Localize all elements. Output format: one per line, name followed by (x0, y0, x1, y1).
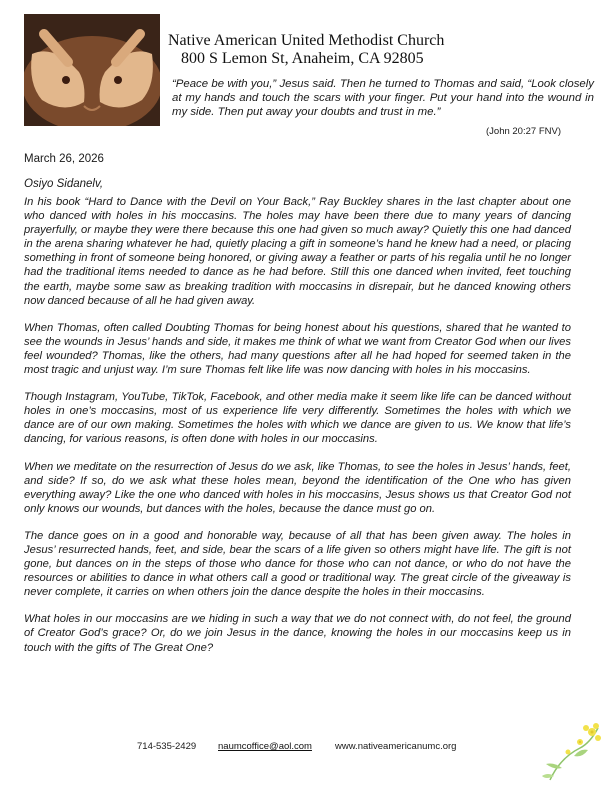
footer-website-link[interactable]: www.nativeamericanumc.org (335, 741, 457, 752)
scarred-hands-illustration (24, 14, 160, 126)
scarred-hands-photo (24, 14, 160, 126)
footer-email-link[interactable]: naumcoffice@aol.com (218, 741, 312, 752)
scripture-reference: (John 20:27 FNV) (486, 126, 561, 137)
church-name: Native American United Methodist Church (168, 32, 445, 49)
body-paragraph: When we meditate on the resurrection of Jesus do we ask, like Thomas, to see the holes in Jesus’ hands, feet, and side? If so, do we ask what these holes mean, beyond the identification of the One who has given everything away? Like the one who danced with holes in his moccasins, Jesus shows us that Creator God not only knows our wounds, but dances with the holes, because the dance must go on. (24, 460, 571, 515)
left-palm-wound (62, 76, 70, 84)
right-palm-wound (114, 76, 122, 84)
letter-date: March 26, 2026 (24, 153, 104, 165)
body-paragraph: Though Instagram, YouTube, TikTok, Facebook, and other media make it seem like life can be danced without holes in one’s moccasins, most of us experience life very differently. Sometimes the holes with which we dance are of our own making. Sometimes the holes with which we dance are given to us. We know that life’s dancing, for various reasons, is often done with holes in our moccasins. (24, 391, 571, 446)
letter-greeting: Osiyo Sidanelv, (24, 178, 104, 190)
body-paragraph: In his book “Hard to Dance with the Devil on Your Back,” Ray Buckley shares in the last chapter about one who danced with holes in his moccasins. The holes may have been there due to many years of dancing prayerfully, or maybe they were there because this one had given so much away? Quietly this one had danced in the arena sharing whatever he had, quietly placing a gift in someone’s hand he knew had a need, or placing something in front of someone being honored, or giving away a feather or parts of his regalia until he no longer had the traditional items needed to dance as he had before. Still this one danced when invited, feet touching the earth, maybe some saw as breaking tradition with moccasins in disrepair, but he danced knowing others now danced because of all he had given away. (24, 196, 571, 307)
flower-decoration-icon (540, 718, 604, 784)
church-address: 800 S Lemon St, Anaheim, CA 92805 (181, 50, 424, 67)
body-paragraph: When Thomas, often called Doubting Thomas for being honest about his questions, shared that he wanted to see the wounds in Jesus’ hands and side, it makes me think of what we want from Creator God when our lives feel wounded? Thomas, like the others, had many questions after all he had hoped for seemed taken in the most tragic and unjust way. I’m sure Thomas felt like life was now dancing with holes in his moccasins. (24, 321, 571, 377)
footer-phone[interactable]: 714-535-2429 (137, 741, 197, 752)
letter-body (24, 195, 571, 668)
body-paragraph: The dance goes on in a good and honorable way, because of all that has been given away. The holes in Jesus’ resurrected hands, feet, and side, bear the scars of a life given so others might have life. The gift is not gone, but dances on in the steps of those who dance for those who can not dance, or who do not have the resources or abilities to dance in what others call a good or traditional way. The great circle of the giveaway is never complete, it carries on when others join the dance despite the holes in their moccasins. (24, 529, 571, 599)
body-paragraph: What holes in our moccasins are we hiding in such a way that we do not connect with, do not feel, the ground of Creator God’s grace? Or, do we join Jesus in the dance, knowing the holes in our moccasins keep us in touch with the gifts of The Great One? (24, 613, 571, 654)
scripture-quote: “Peace be with you,” Jesus said. Then he turned to Thomas and said, “Look closely at my hands and touch the scars with your finger. Put your hand into the wound in my side. Then put away your doubts and trust in me.” (172, 78, 594, 119)
